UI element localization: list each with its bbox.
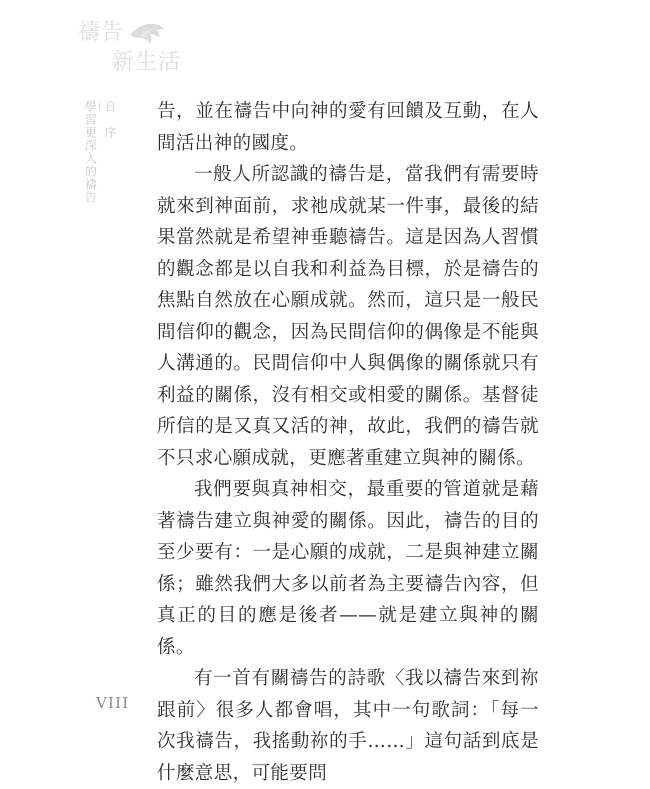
dove-icon <box>126 18 166 50</box>
paragraph: 一般人所認識的禱告是，當我們有需要時就來到神面前，求祂成就某一件事，最後的結果當然就是希望神垂聽禱告。這是因為人習慣的觀念都是以自我和利益為目標，於是禱告的焦點自然放在心願成就。然而，這只是一般民間信仰的觀念，因為民間信仰的偶像是不能與人溝通的。民間信仰中人與偶像的關係就只有利益的關係，沒有相交或相愛的關係。基督徒所信的是又真又活的神，故此，我們的禱告就不只求心願成就，更應著重建立與神的關係。 <box>157 164 539 469</box>
running-head <box>83 100 119 204</box>
body-text-column <box>157 96 539 789</box>
page-number: VIII <box>96 694 130 712</box>
paragraph: 告，並在禱告中向神的愛有回饋及互動，在人間活出神的國度。 <box>157 101 539 154</box>
running-head-section: 自 序 <box>103 100 117 139</box>
masthead-logo <box>78 16 268 86</box>
paragraph: 有一首有關禱告的詩歌〈我以禱告來到祢跟前〉很多人都會唱，其中一句歌詞：「每一次我禱告，我搖動祢的手……」這句話到底是什麼意思，可能要問 <box>157 668 539 784</box>
logo-title-line2: 新生活 <box>112 50 182 75</box>
paragraph: 我們要與真神相交，最重要的管道就是藉著禱告建立與神愛的關係。因此，禱告的目的至少要有：一是心願的成就，二是與神建立關係；雖然我們大多以前者為主要禱告內容，但真正的目的應是後者——就是建立與神的關係。 <box>157 479 539 658</box>
running-head-title: 學習更深入的禱告 <box>83 100 98 204</box>
logo-title-line1: 禱告 <box>78 20 125 45</box>
